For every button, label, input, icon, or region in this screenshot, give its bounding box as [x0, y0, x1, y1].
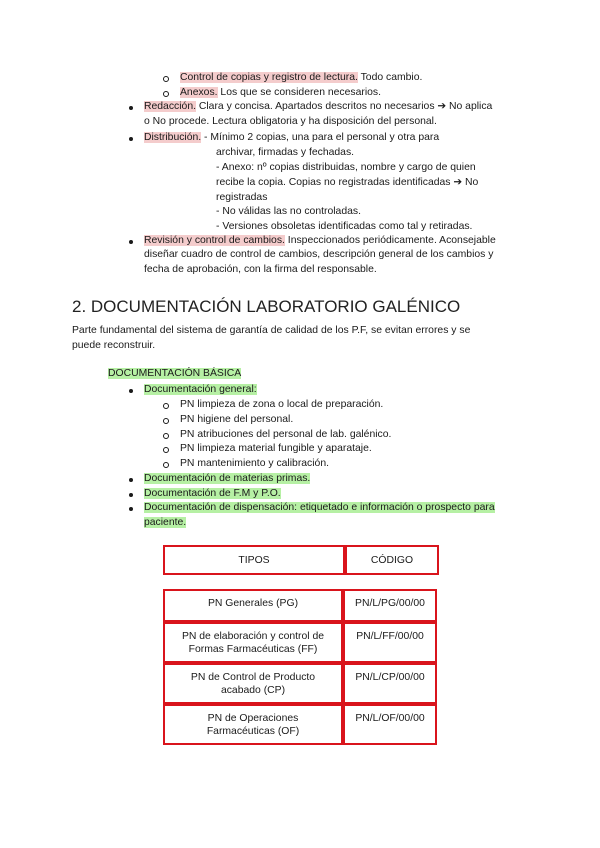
highlight-text: Distribución. [144, 132, 202, 143]
section-title: 2. DOCUMENTACIÓN LABORATORIO GALÉNICO [72, 297, 461, 316]
list-item [144, 501, 495, 516]
list-item: PN limpieza de zona o local de preparación. [180, 399, 384, 410]
cell-text: PN Generales (PG) [207, 598, 299, 609]
table-row [163, 663, 437, 704]
cell-text: acabado (CP) [220, 685, 286, 696]
sub-bullet [163, 433, 169, 439]
item-text: Los que se consideren necesarios. [217, 87, 382, 98]
list-item [144, 383, 257, 398]
item-text: Clara y concisa. Apartados descritos no necesarios ➔ No aplica [195, 101, 493, 112]
highlight-text: Anexos. [180, 87, 218, 98]
sub-bullet [163, 418, 169, 424]
highlight-text: Documentación de F.M y P.O. [144, 488, 281, 499]
table-row [163, 622, 437, 663]
list-item [144, 516, 186, 531]
list-item: PN mantenimiento y calibración. [180, 458, 330, 469]
list-item [144, 131, 439, 146]
highlight-text: DOCUMENTACIÓN BÁSICA [108, 368, 242, 379]
sub-bullet [163, 91, 169, 97]
table-row [163, 704, 437, 745]
item-text: diseñar cuadro de control de cambios, descripción general de los cambios y [144, 249, 494, 260]
table-cell-tipo [163, 663, 343, 704]
item-text: - Versiones obsoletas identificadas como tal y retiradas. [216, 221, 473, 232]
highlight-text: paciente. [144, 517, 187, 528]
sub-bullet [163, 462, 169, 468]
sub-bullet [163, 76, 169, 82]
list-item [180, 86, 381, 101]
list-item [144, 100, 492, 115]
cell-text: PN de elaboración y control de [181, 631, 325, 642]
subsection-title [108, 367, 241, 382]
table-cell-codigo: PN/L/FF/00/00 [343, 622, 437, 663]
cell-text: PN de Control de Producto [190, 672, 316, 683]
intro-text: puede reconstruir. [72, 340, 156, 351]
bullet [129, 106, 133, 110]
list-item [144, 234, 496, 249]
item-text: - Anexo: nº copias distribuidas, nombre y cargo de quien [216, 162, 476, 173]
item-text: Inspeccionados periódicamente. Aconsejable [284, 235, 496, 246]
table-cell-codigo: PN/L/OF/00/00 [343, 704, 437, 745]
table-cell-codigo: PN/L/PG/00/00 [343, 589, 437, 622]
item-text: - No válidas las no controladas. [216, 206, 361, 217]
item-text: archivar, firmadas y fechadas. [216, 147, 355, 158]
bullet [129, 507, 133, 511]
cell-text: PN de Operaciones [207, 713, 299, 724]
table-cell-tipo [163, 622, 343, 663]
table-row [163, 589, 437, 622]
item-text: o No procede. Lectura obligatoria y ha disposición del personal. [144, 116, 437, 127]
highlight-text: Documentación de dispensación: etiquetado e información o prospecto para [144, 502, 495, 513]
item-text: fecha de aprobación, con la firma del responsable. [144, 264, 377, 275]
bullet [129, 389, 133, 393]
highlight-text: Documentación general: [144, 384, 257, 395]
list-item: PN limpieza material fungible y aparataje. [180, 443, 372, 454]
list-item: PN higiene del personal. [180, 414, 294, 425]
cell-text: Farmacéuticas (OF) [206, 726, 300, 737]
item-text: Todo cambio. [357, 72, 423, 83]
list-item [180, 71, 422, 86]
highlight-text: Redacción. [144, 101, 196, 112]
list-item [144, 472, 310, 487]
table-cell-tipo [163, 589, 343, 622]
item-text: - Mínimo 2 copias, una para el personal y otra para [201, 132, 440, 143]
highlight-text: Documentación de materias primas. [144, 473, 311, 484]
sub-bullet [163, 403, 169, 409]
bullet [129, 240, 133, 244]
highlight-text: Revisión y control de cambios. [144, 235, 285, 246]
bullet [129, 478, 133, 482]
list-item: PN atribuciones del personal de lab. galénico. [180, 429, 392, 440]
table-header-row [163, 545, 439, 575]
sub-bullet [163, 447, 169, 453]
list-item [144, 487, 281, 502]
item-text: registradas [216, 192, 268, 203]
intro-text: Parte fundamental del sistema de garantía de calidad de los P.F, se evitan errores y se [72, 325, 471, 336]
table-cell-codigo: PN/L/CP/00/00 [343, 663, 437, 704]
types-table [163, 589, 437, 745]
bullet [129, 493, 133, 497]
highlight-text: Control de copias y registro de lectura. [180, 72, 358, 83]
header-cell-codigo: CÓDIGO [345, 545, 439, 575]
header-cell-tipos: TIPOS [163, 545, 345, 575]
cell-text: Formas Farmacéuticas (FF) [188, 644, 318, 655]
item-text: recibe la copia. Copias no registradas identificadas ➔ No [216, 177, 479, 188]
types-header-table [163, 545, 439, 575]
bullet [129, 137, 133, 141]
table-cell-tipo [163, 704, 343, 745]
